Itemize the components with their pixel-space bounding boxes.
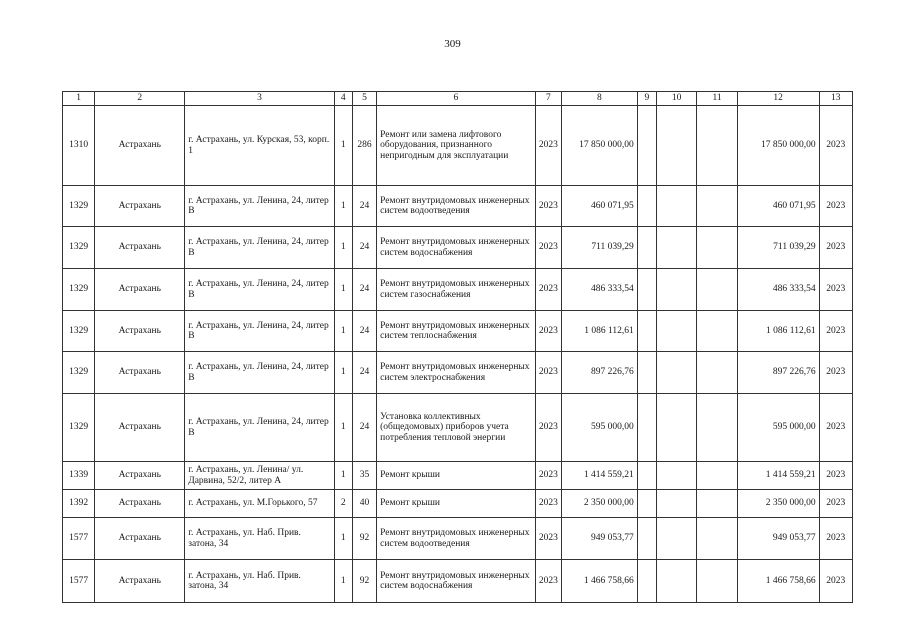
cell-col4: 1 (334, 311, 352, 352)
column-header: 13 (819, 92, 852, 106)
table-row (63, 311, 853, 352)
cell-col10 (656, 311, 696, 352)
cell-col10 (656, 518, 696, 560)
cell-col13: 2023 (819, 490, 852, 518)
cell-city: Астрахань (95, 518, 185, 560)
cell-city: Астрахань (95, 227, 185, 269)
cell-work: Ремонт внутридомовых инженерных систем водоснабжения (377, 560, 536, 603)
cell-total: 897 226,76 (737, 352, 819, 394)
cell-city: Астрахань (95, 394, 185, 462)
cell-col4: 1 (334, 394, 352, 462)
cell-address: г. Астрахань, ул. Ленина, 24, литер В (185, 311, 335, 352)
cell-id: 1577 (63, 518, 95, 560)
cell-col5: 92 (352, 518, 376, 560)
cell-col10 (656, 394, 696, 462)
cell-amount: 2 350 000,00 (561, 490, 637, 518)
column-header: 6 (377, 92, 536, 106)
cell-col9 (637, 352, 656, 394)
column-header: 7 (535, 92, 561, 106)
cell-year: 2023 (535, 352, 561, 394)
cell-city: Астрахань (95, 186, 185, 227)
cell-col4: 2 (334, 490, 352, 518)
table-row (63, 106, 853, 186)
cell-total: 460 071,95 (737, 186, 819, 227)
cell-address: г. Астрахань, ул. Курская, 53, корп. 1 (185, 106, 335, 186)
cell-city: Астрахань (95, 106, 185, 186)
cell-year: 2023 (535, 560, 561, 603)
cell-year: 2023 (535, 462, 561, 490)
cell-col10 (656, 269, 696, 311)
cell-address: г. Астрахань, ул. Ленина, 24, литер В (185, 227, 335, 269)
cell-amount: 711 039,29 (561, 227, 637, 269)
cell-col11 (697, 106, 737, 186)
cell-col13: 2023 (819, 269, 852, 311)
cell-col13: 2023 (819, 227, 852, 269)
cell-col5: 92 (352, 560, 376, 603)
cell-address: г. Астрахань, ул. Ленина, 24, литер В (185, 352, 335, 394)
cell-col5: 24 (352, 227, 376, 269)
cell-col13: 2023 (819, 352, 852, 394)
column-header: 11 (697, 92, 737, 106)
page-number: 309 (444, 38, 461, 50)
cell-city: Астрахань (95, 560, 185, 603)
header-row (63, 92, 853, 106)
cell-col11 (697, 311, 737, 352)
cell-id: 1329 (63, 352, 95, 394)
cell-col5: 24 (352, 186, 376, 227)
column-header: 4 (334, 92, 352, 106)
cell-city: Астрахань (95, 269, 185, 311)
cell-col5: 24 (352, 269, 376, 311)
cell-total: 2 350 000,00 (737, 490, 819, 518)
column-header: 2 (95, 92, 185, 106)
cell-total: 17 850 000,00 (737, 106, 819, 186)
cell-col4: 1 (334, 186, 352, 227)
cell-amount: 897 226,76 (561, 352, 637, 394)
cell-address: г. Астрахань, ул. М.Горького, 57 (185, 490, 335, 518)
cell-col10 (656, 186, 696, 227)
cell-address: г. Астрахань, ул. Ленина, 24, литер В (185, 269, 335, 311)
cell-amount: 949 053,77 (561, 518, 637, 560)
column-header: 9 (637, 92, 656, 106)
cell-city: Астрахань (95, 462, 185, 490)
cell-city: Астрахань (95, 352, 185, 394)
cell-col9 (637, 394, 656, 462)
cell-amount: 595 000,00 (561, 394, 637, 462)
cell-col4: 1 (334, 269, 352, 311)
column-header: 8 (561, 92, 637, 106)
cell-id: 1339 (63, 462, 95, 490)
cell-col13: 2023 (819, 106, 852, 186)
cell-id: 1310 (63, 106, 95, 186)
cell-total: 1 414 559,21 (737, 462, 819, 490)
cell-work: Установка коллективных (общедомовых) приборов учета потребления тепловой энергии (377, 394, 536, 462)
cell-col13: 2023 (819, 462, 852, 490)
cell-address: г. Астрахань, ул. Ленина/ ул. Дарвина, 52/2, литер А (185, 462, 335, 490)
column-header: 1 (63, 92, 95, 106)
cell-year: 2023 (535, 269, 561, 311)
cell-col4: 1 (334, 352, 352, 394)
cell-city: Астрахань (95, 490, 185, 518)
cell-col5: 35 (352, 462, 376, 490)
cell-col10 (656, 560, 696, 603)
cell-col5: 286 (352, 106, 376, 186)
cell-address: г. Астрахань, ул. Ленина, 24, литер В (185, 394, 335, 462)
cell-col4: 1 (334, 518, 352, 560)
cell-total: 486 333,54 (737, 269, 819, 311)
cell-col9 (637, 560, 656, 603)
cell-col11 (697, 269, 737, 311)
cell-total: 711 039,29 (737, 227, 819, 269)
table-row (63, 186, 853, 227)
table-header (63, 92, 853, 106)
cell-col11 (697, 490, 737, 518)
cell-col11 (697, 352, 737, 394)
cell-id: 1577 (63, 560, 95, 603)
cell-work: Ремонт внутридомовых инженерных систем водоотведения (377, 186, 536, 227)
cell-col13: 2023 (819, 311, 852, 352)
cell-work: Ремонт крыши (377, 490, 536, 518)
cell-total: 949 053,77 (737, 518, 819, 560)
table-row (63, 490, 853, 518)
cell-total: 595 000,00 (737, 394, 819, 462)
cell-col9 (637, 518, 656, 560)
cell-work: Ремонт внутридомовых инженерных систем водоотведения (377, 518, 536, 560)
cell-year: 2023 (535, 518, 561, 560)
cell-year: 2023 (535, 490, 561, 518)
cell-col4: 1 (334, 560, 352, 603)
table-row (63, 227, 853, 269)
cell-col11 (697, 560, 737, 603)
cell-address: г. Астрахань, ул. Наб. Прив. затона, 34 (185, 560, 335, 603)
table-row (63, 394, 853, 462)
cell-work: Ремонт крыши (377, 462, 536, 490)
cell-col11 (697, 518, 737, 560)
cell-work: Ремонт внутридомовых инженерных систем газоснабжения (377, 269, 536, 311)
table-row (63, 462, 853, 490)
cell-col11 (697, 227, 737, 269)
cell-col10 (656, 352, 696, 394)
cell-col11 (697, 462, 737, 490)
cell-amount: 17 850 000,00 (561, 106, 637, 186)
cell-col5: 24 (352, 352, 376, 394)
cell-address: г. Астрахань, ул. Ленина, 24, литер В (185, 186, 335, 227)
cell-col9 (637, 311, 656, 352)
cell-col11 (697, 394, 737, 462)
cell-col11 (697, 186, 737, 227)
cell-work: Ремонт внутридомовых инженерных систем электроснабжения (377, 352, 536, 394)
cell-col13: 2023 (819, 186, 852, 227)
cell-col10 (656, 490, 696, 518)
cell-work: Ремонт внутридомовых инженерных систем водоснабжения (377, 227, 536, 269)
cell-amount: 1 414 559,21 (561, 462, 637, 490)
cell-year: 2023 (535, 311, 561, 352)
cell-col13: 2023 (819, 518, 852, 560)
cell-col10 (656, 227, 696, 269)
cell-work: Ремонт или замена лифтового оборудования, признанного непригодным для эксплуатации (377, 106, 536, 186)
column-header: 10 (656, 92, 696, 106)
register-table (62, 91, 853, 603)
cell-id: 1329 (63, 394, 95, 462)
cell-col4: 1 (334, 106, 352, 186)
cell-city: Астрахань (95, 311, 185, 352)
cell-year: 2023 (535, 227, 561, 269)
cell-address: г. Астрахань, ул. Наб. Прив. затона, 34 (185, 518, 335, 560)
cell-id: 1329 (63, 311, 95, 352)
table-row (63, 560, 853, 603)
table-body (63, 106, 853, 603)
cell-col5: 40 (352, 490, 376, 518)
table-row (63, 269, 853, 311)
cell-col13: 2023 (819, 560, 852, 603)
cell-amount: 1 466 758,66 (561, 560, 637, 603)
cell-id: 1392 (63, 490, 95, 518)
cell-work: Ремонт внутридомовых инженерных систем теплоснабжения (377, 311, 536, 352)
cell-amount: 460 071,95 (561, 186, 637, 227)
cell-id: 1329 (63, 269, 95, 311)
cell-col10 (656, 106, 696, 186)
cell-col9 (637, 186, 656, 227)
cell-year: 2023 (535, 186, 561, 227)
cell-amount: 486 333,54 (561, 269, 637, 311)
cell-col9 (637, 462, 656, 490)
column-header: 5 (352, 92, 376, 106)
cell-total: 1 466 758,66 (737, 560, 819, 603)
cell-amount: 1 086 112,61 (561, 311, 637, 352)
cell-col4: 1 (334, 227, 352, 269)
cell-col9 (637, 490, 656, 518)
column-header: 12 (737, 92, 819, 106)
cell-col5: 24 (352, 311, 376, 352)
cell-year: 2023 (535, 394, 561, 462)
cell-id: 1329 (63, 227, 95, 269)
cell-col10 (656, 462, 696, 490)
cell-col4: 1 (334, 462, 352, 490)
cell-col9 (637, 227, 656, 269)
table-row (63, 352, 853, 394)
column-header: 3 (185, 92, 335, 106)
cell-col9 (637, 269, 656, 311)
cell-col9 (637, 106, 656, 186)
cell-col13: 2023 (819, 394, 852, 462)
cell-total: 1 086 112,61 (737, 311, 819, 352)
table-row (63, 518, 853, 560)
cell-year: 2023 (535, 106, 561, 186)
cell-col5: 24 (352, 394, 376, 462)
cell-id: 1329 (63, 186, 95, 227)
